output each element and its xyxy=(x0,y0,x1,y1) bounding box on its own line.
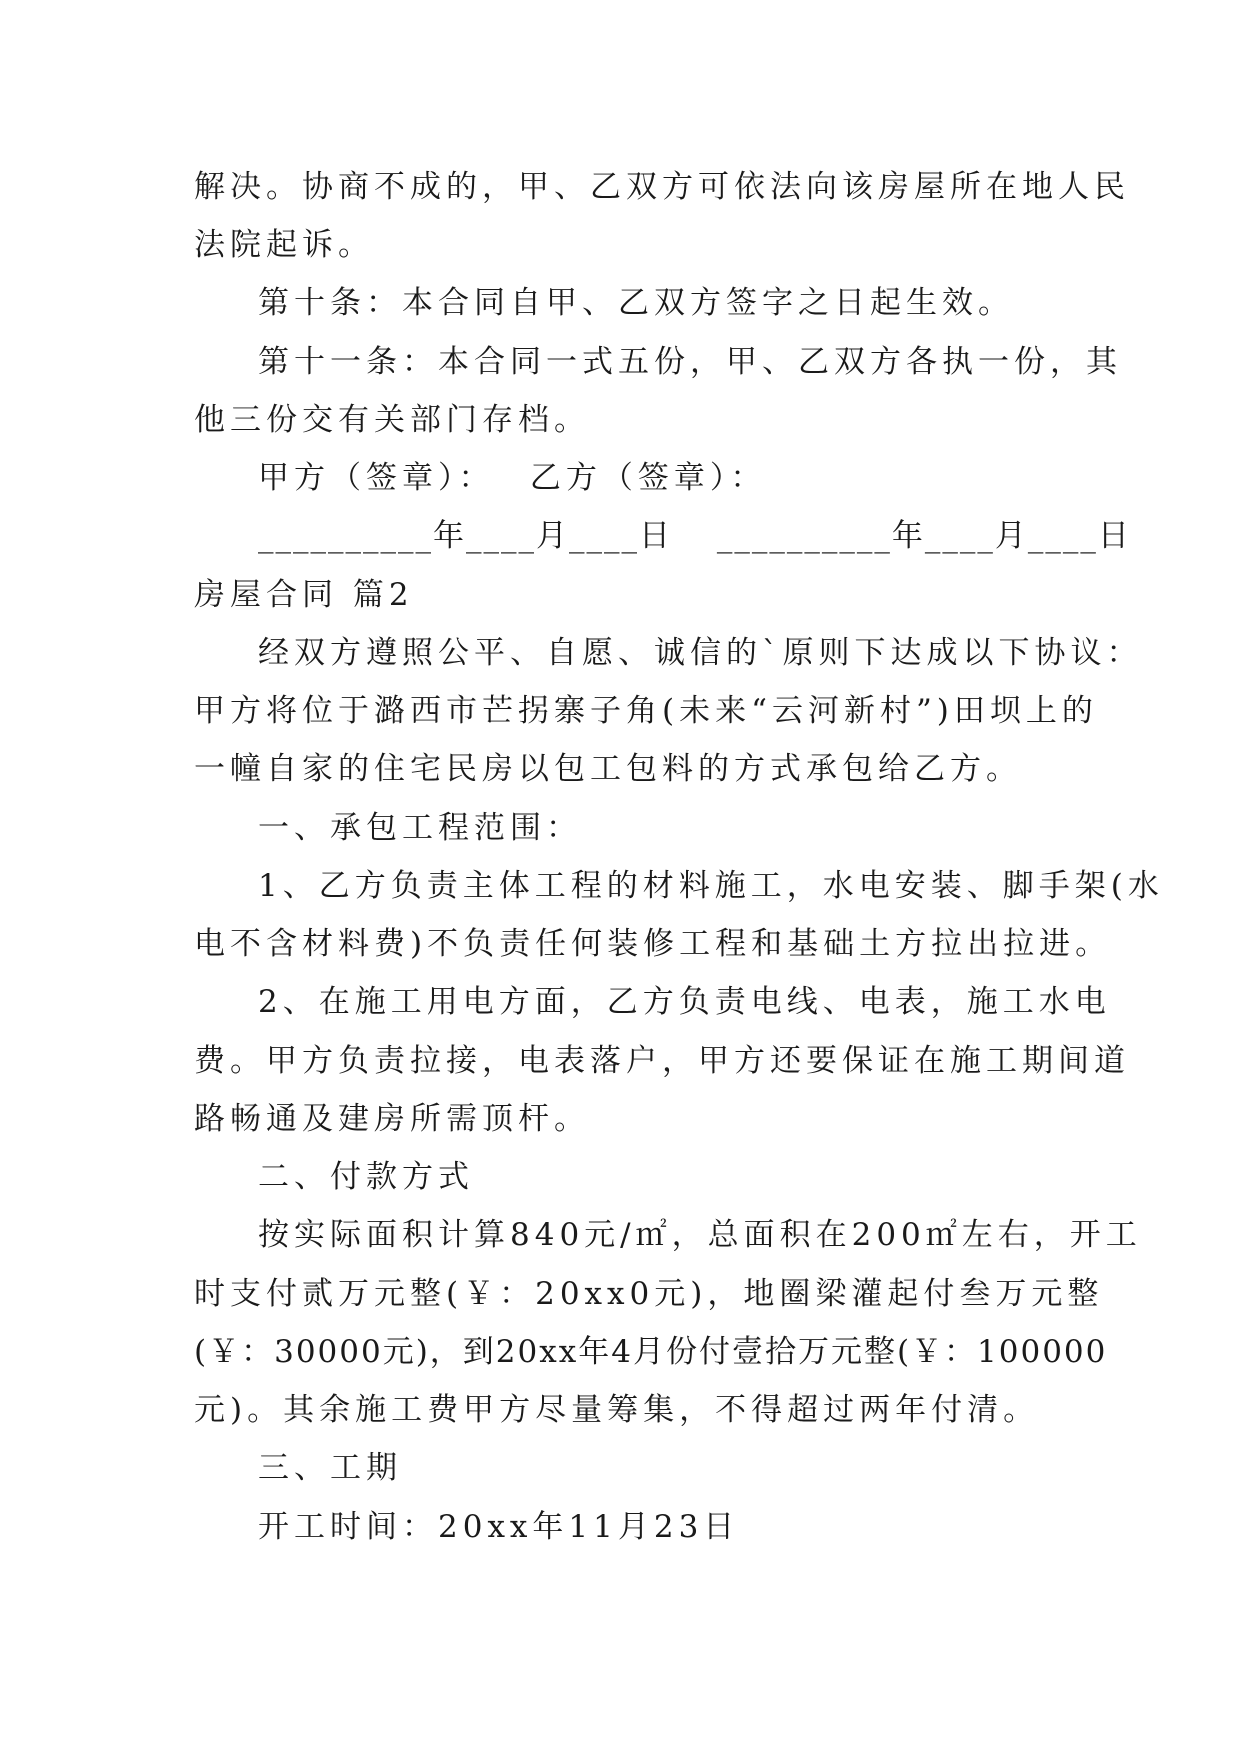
paragraph-line: 一幢自家的住宅民房以包工包料的方式承包给乙方。 xyxy=(194,751,1022,787)
paragraph-line: 经双方遵照公平、自愿、诚信的`原则下达成以下协议： xyxy=(258,635,1143,671)
paragraph-line: 路畅通及建房所需顶杆。 xyxy=(194,1101,590,1137)
signature-labels: 甲方（签章）： 乙方（签章）： xyxy=(258,460,767,496)
subheading-payment: 二、付款方式 xyxy=(258,1159,474,1195)
start-date-line: 开工时间：20xx年11月23日 xyxy=(258,1509,740,1545)
subheading-scope: 一、承包工程范围： xyxy=(258,810,582,846)
section-heading: 房屋合同 篇2 xyxy=(194,577,414,613)
paragraph-line: 解决。协商不成的，甲、乙双方可依法向该房屋所在地人民 xyxy=(194,169,1130,205)
paragraph-line: 法院起诉。 xyxy=(194,227,374,263)
paragraph-line: (￥：30000元)，到20xx年4月份付壹拾万元整(￥：100000 xyxy=(194,1334,1108,1370)
subheading-schedule: 三、工期 xyxy=(258,1450,402,1486)
paragraph-line: 按实际面积计算840元/㎡，总面积在200㎡左右，开工 xyxy=(258,1217,1142,1253)
paragraph-line: 电不含材料费)不负责任何装修工程和基础土方拉出拉进。 xyxy=(194,926,1112,962)
clause-ten: 第十条：本合同自甲、乙双方签字之日起生效。 xyxy=(258,285,1014,321)
paragraph-line: 2、在施工用电方面，乙方负责电线、电表，施工水电 xyxy=(258,984,1111,1020)
paragraph-line: 1、乙方负责主体工程的材料施工，水电安装、脚手架(水 xyxy=(258,868,1164,904)
paragraph-line: 费。甲方负责拉接，电表落户，甲方还要保证在施工期间道 xyxy=(194,1043,1130,1079)
paragraph-line: 时支付贰万元整(￥：20xx0元)，地圈梁灌起付叁万元整 xyxy=(194,1276,1104,1312)
paragraph-line: 甲方将位于潞西市芒拐寨子角(未来“云河新村”)田坝上的 xyxy=(194,693,1098,729)
paragraph-line: 他三份交有关部门存档。 xyxy=(194,402,590,438)
paragraph-line: 元)。其余施工费甲方尽量筹集，不得超过两年付清。 xyxy=(194,1392,1040,1428)
clause-eleven: 第十一条：本合同一式五份，甲、乙双方各执一份，其 xyxy=(258,344,1122,380)
signature-date-blanks: __________年____月____日 __________年____月____日 xyxy=(258,518,1131,554)
